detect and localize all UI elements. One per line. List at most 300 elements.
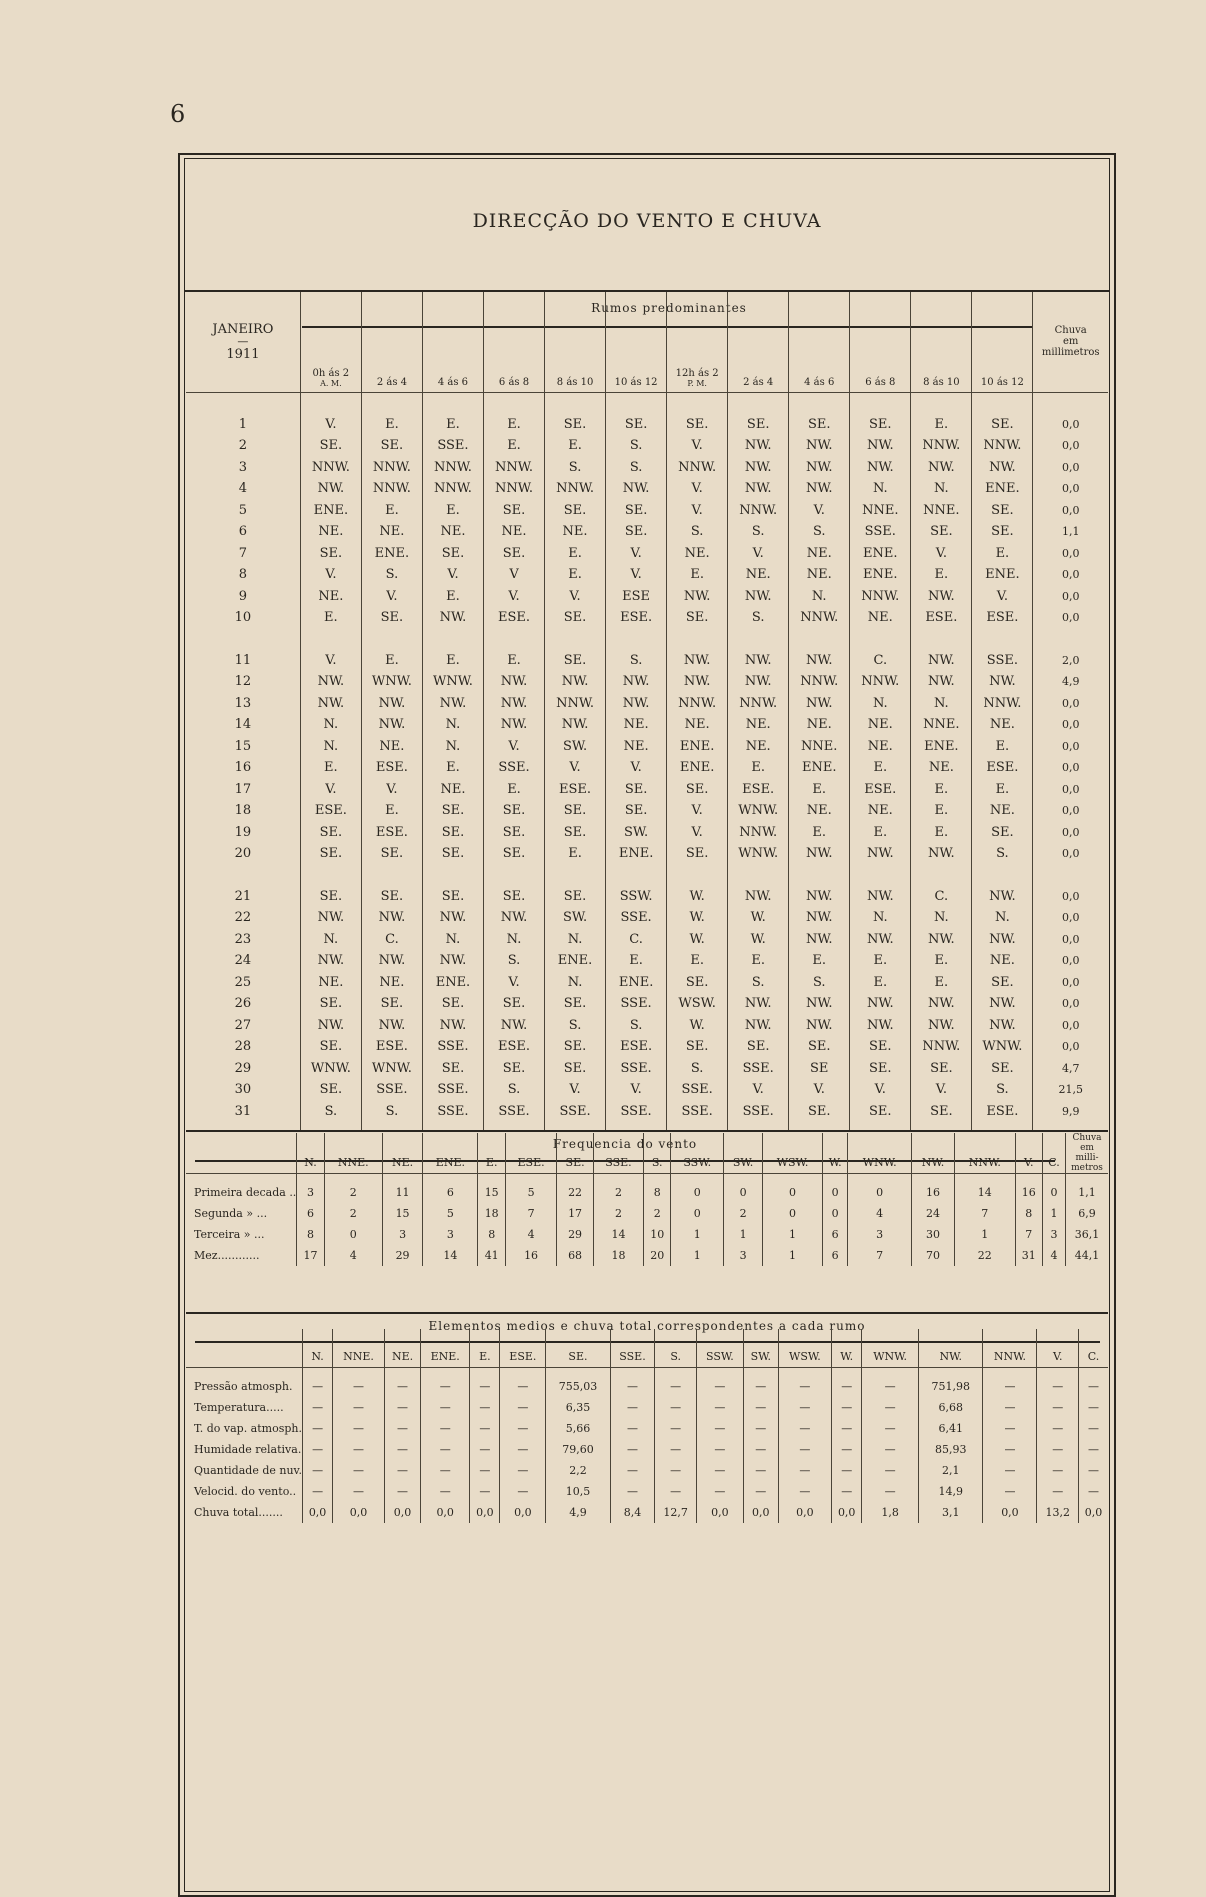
day-row bbox=[186, 1101, 1108, 1123]
value-cell: — bbox=[862, 1460, 919, 1481]
wind-direction-cell: NE. bbox=[667, 543, 728, 565]
wind-direction-cell: N. bbox=[850, 693, 911, 715]
value-cell: 31 bbox=[1015, 1245, 1042, 1266]
rain-value: 0,0 bbox=[1033, 907, 1108, 929]
value-cell: 0 bbox=[848, 1182, 912, 1203]
value-cell: — bbox=[610, 1376, 655, 1397]
value-cell: — bbox=[470, 1418, 500, 1439]
value-cell: — bbox=[743, 1481, 778, 1502]
spacer-cell bbox=[972, 392, 1033, 414]
wind-direction-cell: W. bbox=[667, 886, 728, 908]
day-row bbox=[186, 564, 1108, 586]
value-cell: — bbox=[500, 1481, 546, 1502]
value-cell: — bbox=[655, 1397, 697, 1418]
spacer-cell bbox=[361, 629, 422, 650]
wind-direction-cell: NW. bbox=[728, 457, 789, 479]
data-row bbox=[186, 1224, 1108, 1245]
am-label: A. M. bbox=[320, 378, 342, 388]
day-row bbox=[186, 993, 1108, 1015]
spacer-cell bbox=[300, 392, 361, 414]
wind-direction-cell: SE. bbox=[300, 543, 361, 565]
spacer-cell bbox=[778, 1368, 831, 1377]
wind-direction-cell: NW. bbox=[789, 478, 850, 500]
wind-direction-cell: SSE. bbox=[545, 1101, 606, 1123]
spacer-cell bbox=[848, 1174, 912, 1183]
value-cell: 6 bbox=[822, 1224, 847, 1245]
wind-direction-cell: SSE. bbox=[728, 1058, 789, 1080]
wind-direction-cell: NNW. bbox=[972, 693, 1033, 715]
rain-header-line: milli- bbox=[1075, 1153, 1099, 1163]
wind-direction-cell: NW. bbox=[972, 671, 1033, 693]
value-cell: 0 bbox=[822, 1203, 847, 1224]
time-range-label: 6 ás 8 bbox=[498, 376, 530, 388]
value-cell: 22 bbox=[557, 1182, 594, 1203]
value-cell: — bbox=[696, 1376, 743, 1397]
rain-header-line: em bbox=[1063, 336, 1079, 348]
value-cell: — bbox=[333, 1397, 385, 1418]
wind-direction-cell: N. bbox=[545, 972, 606, 994]
wind-direction-cell: S. bbox=[606, 457, 667, 479]
wind-direction-cell: NW. bbox=[300, 950, 361, 972]
value-cell: 1 bbox=[671, 1224, 724, 1245]
wind-direction-cell: ESE. bbox=[911, 607, 972, 629]
wind-direction-cell: SE. bbox=[483, 993, 544, 1015]
wind-direction-cell: N. bbox=[300, 929, 361, 951]
rumo-column-header: E. bbox=[470, 1329, 500, 1368]
spacer-cell bbox=[655, 1368, 697, 1377]
wind-direction-cell: SSE. bbox=[667, 1101, 728, 1123]
value-cell: 85,93 bbox=[919, 1439, 983, 1460]
value-cell: 6 bbox=[822, 1245, 847, 1266]
wind-direction-cell: NE. bbox=[789, 714, 850, 736]
wind-direction-cell: V. bbox=[911, 1079, 972, 1101]
spacer-cell bbox=[500, 1368, 546, 1377]
rumo-column-header: NE. bbox=[382, 1133, 423, 1174]
spacer-cell bbox=[789, 865, 850, 886]
rumo-column-header: N. bbox=[302, 1329, 332, 1368]
value-cell: 18 bbox=[478, 1203, 505, 1224]
rain-value: 0,0 bbox=[1033, 886, 1108, 908]
wind-direction-cell: ENE. bbox=[422, 972, 483, 994]
day-number: 17 bbox=[234, 781, 252, 797]
wind-direction-cell: SE. bbox=[483, 822, 544, 844]
wind-direction-cell: NNE. bbox=[911, 714, 972, 736]
rain-value: 0,0 bbox=[1033, 586, 1108, 608]
value-cell: — bbox=[655, 1418, 697, 1439]
value-cell: — bbox=[333, 1418, 385, 1439]
wind-direction-cell: V. bbox=[300, 779, 361, 801]
wind-direction-cell: NE. bbox=[361, 736, 422, 758]
wind-direction-cell: SSE. bbox=[606, 907, 667, 929]
spacer-cell bbox=[606, 865, 667, 886]
rain-header-line: Chuva bbox=[1072, 1133, 1102, 1143]
wind-direction-cell: NW. bbox=[728, 650, 789, 672]
wind-direction-cell: SE. bbox=[728, 1036, 789, 1058]
value-cell: 0 bbox=[671, 1182, 724, 1203]
wind-direction-cell: V bbox=[483, 564, 544, 586]
wind-direction-cell: SSE. bbox=[483, 757, 544, 779]
wind-direction-cell: S. bbox=[545, 1015, 606, 1037]
wind-direction-cell: E. bbox=[789, 779, 850, 801]
value-cell: 0 bbox=[723, 1182, 762, 1203]
value-cell: 6,68 bbox=[919, 1397, 983, 1418]
wind-direction-cell: SE. bbox=[789, 1036, 850, 1058]
month-cell bbox=[186, 292, 300, 392]
value-cell: — bbox=[1037, 1397, 1079, 1418]
rumo-column-header: SW. bbox=[743, 1329, 778, 1368]
spacer-cell bbox=[667, 629, 728, 650]
wind-direction-cell: S. bbox=[606, 1015, 667, 1037]
wind-direction-cell: SSE. bbox=[422, 1101, 483, 1123]
wind-direction-cell: NNE. bbox=[789, 736, 850, 758]
wind-direction-cell: NE. bbox=[972, 714, 1033, 736]
value-cell: — bbox=[610, 1460, 655, 1481]
day-number: 15 bbox=[234, 738, 252, 754]
wind-direction-cell: V. bbox=[300, 414, 361, 436]
wind-direction-cell: E. bbox=[361, 414, 422, 436]
value-cell: — bbox=[302, 1481, 332, 1502]
value-cell: 68 bbox=[557, 1245, 594, 1266]
value-cell: — bbox=[421, 1376, 470, 1397]
wind-direction-cell: S. bbox=[789, 972, 850, 994]
wind-direction-cell: NW. bbox=[483, 714, 544, 736]
wind-direction-cell: ENE. bbox=[911, 736, 972, 758]
value-cell: — bbox=[778, 1481, 831, 1502]
spacer-cell bbox=[1033, 629, 1108, 650]
value-cell: — bbox=[302, 1460, 332, 1481]
value-cell: 751,98 bbox=[919, 1376, 983, 1397]
wind-direction-cell: SE. bbox=[667, 779, 728, 801]
wind-direction-cell: N. bbox=[911, 478, 972, 500]
wind-direction-cell: E. bbox=[422, 414, 483, 436]
wind-direction-cell: ESE. bbox=[728, 779, 789, 801]
wind-direction-cell: SSE. bbox=[972, 650, 1033, 672]
wind-direction-cell: SE. bbox=[911, 1101, 972, 1123]
wind-direction-cell: NW. bbox=[911, 1015, 972, 1037]
data-row bbox=[186, 1397, 1108, 1418]
wind-direction-cell: NW. bbox=[667, 650, 728, 672]
value-cell: 14 bbox=[593, 1224, 643, 1245]
time-column-header bbox=[422, 292, 483, 392]
value-cell: 8 bbox=[478, 1224, 505, 1245]
rumos-header: Rumos predominantes bbox=[591, 301, 747, 315]
wind-direction-cell: SE. bbox=[545, 500, 606, 522]
value-cell: 2 bbox=[324, 1203, 382, 1224]
row-label: T. do vap. atmosph. bbox=[194, 1422, 302, 1435]
wind-direction-cell: NNW. bbox=[361, 457, 422, 479]
wind-direction-cell: SE. bbox=[545, 607, 606, 629]
day-row bbox=[186, 1058, 1108, 1080]
row-label: Primeira decada .. bbox=[194, 1186, 297, 1199]
value-cell: 2 bbox=[644, 1203, 671, 1224]
wind-direction-cell: NW. bbox=[789, 843, 850, 865]
value-cell: — bbox=[1079, 1439, 1108, 1460]
value-cell: — bbox=[862, 1397, 919, 1418]
value-cell: — bbox=[778, 1376, 831, 1397]
wind-direction-cell: E. bbox=[422, 757, 483, 779]
value-cell: — bbox=[1037, 1439, 1079, 1460]
time-range-label: 8 ás 10 bbox=[923, 376, 960, 388]
wind-direction-cell: E. bbox=[361, 650, 422, 672]
day-row bbox=[186, 521, 1108, 543]
column-header-row bbox=[186, 1329, 1108, 1368]
wind-direction-cell: S. bbox=[361, 1101, 422, 1123]
rain-header-line: Chuva bbox=[1054, 325, 1087, 337]
wind-direction-cell: SE. bbox=[667, 972, 728, 994]
wind-direction-cell: NW. bbox=[728, 435, 789, 457]
wind-direction-cell: NE. bbox=[850, 714, 911, 736]
rain-value: 0,0 bbox=[1033, 1015, 1108, 1037]
value-cell: 5 bbox=[423, 1203, 478, 1224]
spacer-cell bbox=[723, 1174, 762, 1183]
wind-direction-cell: ENE. bbox=[606, 843, 667, 865]
rumo-column-header: SSE. bbox=[610, 1329, 655, 1368]
day-row bbox=[186, 736, 1108, 758]
value-cell: 2 bbox=[593, 1203, 643, 1224]
wind-direction-cell: NW. bbox=[361, 907, 422, 929]
rain-value: 0,0 bbox=[1033, 757, 1108, 779]
wind-direction-cell: SE. bbox=[483, 843, 544, 865]
spacer-cell bbox=[1042, 1174, 1065, 1183]
value-cell: — bbox=[1079, 1376, 1108, 1397]
value-cell: — bbox=[862, 1439, 919, 1460]
wind-direction-cell: NW. bbox=[667, 586, 728, 608]
spacer-cell bbox=[671, 1174, 724, 1183]
rumo-column-header: SSW. bbox=[671, 1133, 724, 1174]
value-cell: — bbox=[470, 1439, 500, 1460]
data-row bbox=[186, 1481, 1108, 1502]
rain-value: 0,0 bbox=[1033, 779, 1108, 801]
spacer-cell bbox=[1033, 392, 1108, 414]
wind-direction-cell: NW. bbox=[972, 457, 1033, 479]
rain-value: 0,0 bbox=[1033, 714, 1108, 736]
day-number: 22 bbox=[234, 910, 252, 926]
wind-direction-cell: ENE. bbox=[972, 478, 1033, 500]
rumo-column-header: E. bbox=[478, 1133, 505, 1174]
value-cell: 755,03 bbox=[546, 1376, 610, 1397]
value-cell: 44,1 bbox=[1066, 1245, 1109, 1266]
value-cell: — bbox=[983, 1439, 1037, 1460]
value-cell: 0 bbox=[671, 1203, 724, 1224]
wind-direction-cell: E. bbox=[972, 736, 1033, 758]
wind-direction-cell: ESE. bbox=[483, 1036, 544, 1058]
spacer-cell bbox=[610, 1368, 655, 1377]
value-cell: — bbox=[610, 1418, 655, 1439]
wind-direction-cell: SE. bbox=[545, 1058, 606, 1080]
wind-direction-cell: N. bbox=[911, 693, 972, 715]
wind-direction-cell: E. bbox=[728, 757, 789, 779]
wind-direction-cell: NW. bbox=[728, 886, 789, 908]
wind-direction-cell: SE. bbox=[361, 993, 422, 1015]
rain-value: 0,0 bbox=[1033, 414, 1108, 436]
wind-direction-cell: V. bbox=[545, 757, 606, 779]
wind-direction-cell: W. bbox=[728, 907, 789, 929]
spacer-cell bbox=[478, 1174, 505, 1183]
wind-direction-cell: S. bbox=[606, 435, 667, 457]
value-cell: 3 bbox=[297, 1182, 324, 1203]
spacer-cell bbox=[361, 865, 422, 886]
rumo-column-header: N. bbox=[297, 1133, 324, 1174]
value-cell: 24 bbox=[911, 1203, 954, 1224]
wind-direction-cell: E. bbox=[361, 800, 422, 822]
wind-direction-cell: NE. bbox=[422, 779, 483, 801]
day-number: 30 bbox=[234, 1082, 252, 1098]
value-cell: 0 bbox=[763, 1182, 823, 1203]
day-row bbox=[186, 457, 1108, 479]
wind-direction-cell: E. bbox=[422, 650, 483, 672]
wind-direction-cell: NW. bbox=[911, 586, 972, 608]
wind-direction-cell: WNW. bbox=[728, 800, 789, 822]
rumo-column-header: WSW. bbox=[763, 1133, 823, 1174]
wind-direction-cell: NW. bbox=[300, 671, 361, 693]
wind-direction-cell: ESE. bbox=[972, 1101, 1033, 1123]
wind-direction-cell: NW. bbox=[789, 1015, 850, 1037]
wind-direction-cell: NW. bbox=[361, 693, 422, 715]
value-cell: — bbox=[421, 1439, 470, 1460]
wind-direction-cell: SE. bbox=[972, 521, 1033, 543]
spacer-row bbox=[186, 629, 1108, 650]
wind-direction-cell: NW. bbox=[850, 886, 911, 908]
day-number: 8 bbox=[238, 567, 248, 583]
wind-direction-cell: V. bbox=[483, 972, 544, 994]
rain-value: 0,0 bbox=[1033, 607, 1108, 629]
wind-direction-cell: ESE. bbox=[300, 800, 361, 822]
value-cell: 18 bbox=[593, 1245, 643, 1266]
spacer-cell bbox=[186, 1368, 302, 1377]
day-number: 5 bbox=[238, 502, 248, 518]
spacer-cell bbox=[545, 392, 606, 414]
value-cell: — bbox=[384, 1397, 420, 1418]
value-cell: — bbox=[421, 1460, 470, 1481]
value-cell: 30 bbox=[911, 1224, 954, 1245]
wind-direction-cell: V. bbox=[667, 435, 728, 457]
wind-direction-cell: NNW. bbox=[728, 693, 789, 715]
spacer-cell bbox=[850, 392, 911, 414]
day-number: 18 bbox=[234, 803, 252, 819]
wind-direction-cell: V. bbox=[667, 500, 728, 522]
wind-direction-cell: WNW. bbox=[300, 1058, 361, 1080]
wind-direction-cell: E. bbox=[850, 757, 911, 779]
spacer-cell bbox=[422, 865, 483, 886]
spacer-cell bbox=[1079, 1368, 1108, 1377]
rain-value: 0,0 bbox=[1033, 800, 1108, 822]
spacer-cell bbox=[593, 1174, 643, 1183]
wind-direction-cell: SE. bbox=[911, 521, 972, 543]
wind-direction-cell: NW. bbox=[850, 993, 911, 1015]
time-column-header bbox=[545, 292, 606, 392]
rain-column-header bbox=[1033, 292, 1108, 392]
rumo-column-header: SE. bbox=[546, 1329, 610, 1368]
rain-value: 0,0 bbox=[1033, 972, 1108, 994]
data-row bbox=[186, 1203, 1108, 1224]
day-row bbox=[186, 500, 1108, 522]
wind-direction-cell: SW. bbox=[606, 822, 667, 844]
wind-direction-cell: V. bbox=[606, 564, 667, 586]
row-label: Velocid. do vento.. bbox=[194, 1485, 297, 1498]
value-cell: — bbox=[302, 1397, 332, 1418]
wind-direction-cell: E. bbox=[911, 950, 972, 972]
wind-direction-cell: NNW. bbox=[728, 822, 789, 844]
value-cell: 10,5 bbox=[546, 1481, 610, 1502]
wind-direction-cell: SE. bbox=[850, 1101, 911, 1123]
wind-direction-cell: SSE. bbox=[667, 1079, 728, 1101]
wind-direction-cell: SW. bbox=[545, 907, 606, 929]
wind-direction-cell: SE. bbox=[422, 843, 483, 865]
wind-direction-cell: S. bbox=[483, 1079, 544, 1101]
day-row bbox=[186, 950, 1108, 972]
wind-direction-cell: SE. bbox=[606, 500, 667, 522]
wind-direction-cell: NW. bbox=[483, 671, 544, 693]
rain-value: 0,0 bbox=[1033, 1036, 1108, 1058]
wind-direction-cell: V. bbox=[483, 586, 544, 608]
wind-direction-cell: NNW. bbox=[422, 478, 483, 500]
rumo-column-header: NNE. bbox=[333, 1329, 385, 1368]
spacer-cell bbox=[1037, 1368, 1079, 1377]
spacer-cell bbox=[789, 392, 850, 414]
value-cell: — bbox=[610, 1481, 655, 1502]
value-cell: 7 bbox=[505, 1203, 556, 1224]
wind-direction-cell: NE. bbox=[728, 714, 789, 736]
wind-direction-cell: SW. bbox=[545, 736, 606, 758]
wind-direction-cell: SSE. bbox=[422, 435, 483, 457]
spacer-cell bbox=[743, 1368, 778, 1377]
wind-direction-cell: NW. bbox=[789, 650, 850, 672]
wind-direction-cell: E. bbox=[606, 950, 667, 972]
elementos-header: Elementos medios e chuva total correspondentes a cada rumo bbox=[428, 1319, 866, 1333]
day-row bbox=[186, 478, 1108, 500]
wind-direction-cell: E. bbox=[545, 564, 606, 586]
day-row bbox=[186, 435, 1108, 457]
value-cell: — bbox=[743, 1439, 778, 1460]
value-cell: — bbox=[333, 1481, 385, 1502]
wind-direction-cell: NE. bbox=[361, 972, 422, 994]
wind-direction-cell: S. bbox=[667, 1058, 728, 1080]
spacer-cell bbox=[606, 629, 667, 650]
spacer-cell bbox=[606, 392, 667, 414]
wind-direction-cell: NW. bbox=[606, 478, 667, 500]
value-cell: — bbox=[862, 1481, 919, 1502]
page-number: 6 bbox=[170, 100, 186, 128]
wind-direction-cell: ENE. bbox=[850, 543, 911, 565]
spacer-row bbox=[186, 865, 1108, 886]
value-cell: 16 bbox=[911, 1182, 954, 1203]
wind-direction-cell: W. bbox=[667, 907, 728, 929]
day-number: 2 bbox=[238, 438, 248, 454]
rumo-column-header: WNW. bbox=[862, 1329, 919, 1368]
value-cell: — bbox=[302, 1439, 332, 1460]
wind-direction-cell: SE. bbox=[911, 1058, 972, 1080]
day-number: 14 bbox=[234, 717, 252, 733]
rain-value: 0,0 bbox=[1033, 736, 1108, 758]
data-row bbox=[186, 1245, 1108, 1266]
wind-direction-cell: NNW. bbox=[850, 586, 911, 608]
wind-direction-cell: SE. bbox=[545, 822, 606, 844]
wind-direction-cell: NE. bbox=[361, 521, 422, 543]
rain-header-line: metros bbox=[1071, 1163, 1103, 1173]
wind-direction-cell: SE. bbox=[422, 886, 483, 908]
pm-label: P. M. bbox=[687, 378, 707, 388]
wind-direction-cell: E. bbox=[300, 607, 361, 629]
value-cell: 6,35 bbox=[546, 1397, 610, 1418]
wind-direction-cell: ENE. bbox=[667, 757, 728, 779]
rain-value: 0,0 bbox=[1033, 822, 1108, 844]
wind-direction-cell: V. bbox=[667, 800, 728, 822]
rumo-column-header: W. bbox=[832, 1329, 862, 1368]
rumo-column-header: NNW. bbox=[983, 1329, 1037, 1368]
wind-direction-cell: WNW. bbox=[422, 671, 483, 693]
wind-direction-cell: ESE. bbox=[606, 1036, 667, 1058]
data-row bbox=[186, 1418, 1108, 1439]
